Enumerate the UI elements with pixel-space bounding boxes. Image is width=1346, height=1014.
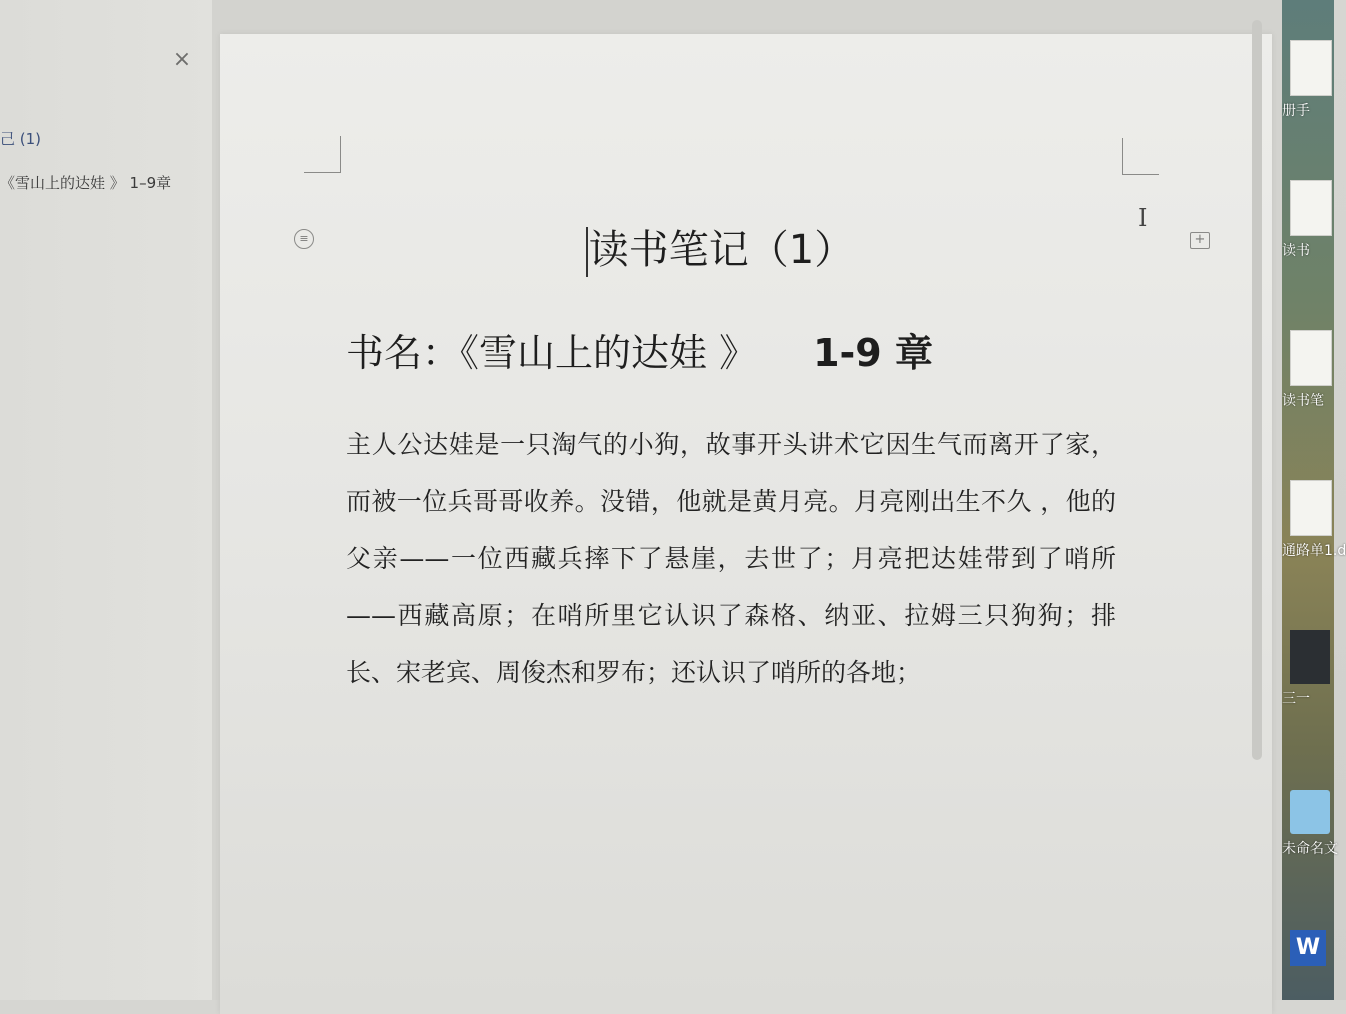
close-outline-icon[interactable]: ×	[172, 47, 192, 72]
document-title-text: 读书笔记（1）	[588, 227, 855, 273]
outline-item-title[interactable]: 己 (1)	[0, 130, 42, 148]
chapter-range: 1-9 章	[813, 331, 933, 375]
margin-corner-top-left	[304, 136, 341, 173]
document-icon	[1290, 180, 1332, 236]
margin-corner-top-right	[1122, 138, 1159, 175]
text-caret	[586, 227, 588, 277]
document-page[interactable]	[220, 34, 1272, 1014]
desktop-file-label: 读书	[1282, 243, 1310, 259]
document-title[interactable]	[220, 218, 1220, 277]
desktop-strip	[1282, 0, 1346, 1000]
word-icon: W	[1290, 930, 1326, 966]
outline-pane	[0, 0, 213, 1000]
document-icon	[1290, 40, 1332, 96]
desktop-folder-label: 未命名文	[1282, 841, 1338, 857]
word-app-icon[interactable]	[1290, 930, 1342, 966]
desktop-file-icon[interactable]	[1282, 480, 1346, 560]
desktop-file-icon[interactable]	[1282, 40, 1342, 120]
add-comment-icon[interactable]: +	[1190, 232, 1210, 249]
text-cursor-icon: I	[1138, 204, 1148, 232]
app-icon	[1290, 630, 1330, 684]
document-body[interactable]: 主人公达娃是一只淘气的小狗，故事开头讲术它因生气而离开了家，而被一位兵哥哥收养。没错，他就是黄月亮。月亮刚出生不久 ，他的父亲——一位西藏兵摔下了悬崖，去世了；月亮把达娃带到了哨所——西藏高原；在哨所里它认识了森格、纳亚、拉姆三只狗狗；排长、宋老宾、周俊杰和罗布；还认识了哨所的各地；	[346, 430, 1116, 687]
vertical-scrollbar[interactable]	[1252, 20, 1262, 760]
folder-icon	[1290, 790, 1330, 834]
desktop-folder-icon[interactable]	[1282, 790, 1342, 858]
desktop-file-label: 册手	[1282, 103, 1310, 119]
desktop-file-label: 读书笔	[1282, 393, 1324, 409]
outline-item-subtitle[interactable]: 《雪山上的达娃 》 1–9章	[0, 174, 172, 192]
book-name: 书名：《雪山上的达娃 》	[346, 331, 758, 375]
desktop-app-icon[interactable]	[1282, 630, 1342, 708]
document-subtitle[interactable]	[346, 322, 933, 377]
desktop-file-icon[interactable]	[1282, 180, 1342, 260]
paragraph-marker-icon[interactable]: ≡	[294, 229, 314, 249]
document-icon	[1290, 330, 1332, 386]
desktop-file-label: 通路单1.d	[1282, 543, 1346, 559]
desktop-file-icon[interactable]	[1282, 330, 1342, 410]
document-icon	[1290, 480, 1332, 536]
desktop-app-label: 三一	[1282, 691, 1310, 707]
